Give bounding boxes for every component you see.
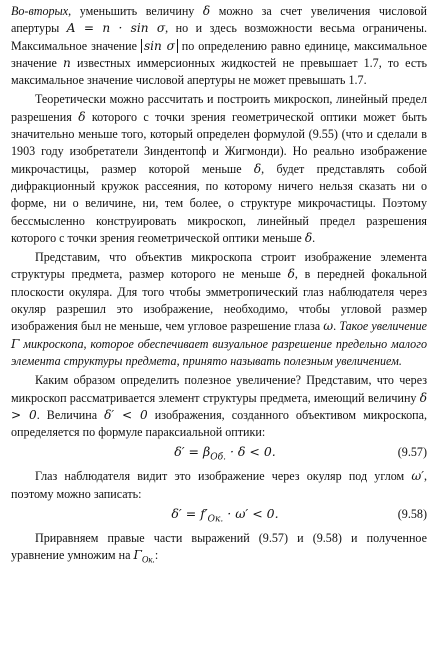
text-segment: по определению равно единице, максимальное значение [11,38,428,70]
text-segment: δ′ < 0 [104,407,148,422]
text-segment: Теоретически можно рассчитать и построить микроскоп, линейный предел разрешения [11,92,427,124]
text-segment: , в передней фокальной плоскости окуляра. Для того чтобы эмметропический глаз наблюдателя через окуляр разрешил это изображение, необходимо, чтобы угловой размер изображения был не меньше, чем угловое разрешение глаза [11,267,427,334]
text-segment: , но и здесь возможности весьма ограничены. Максимальное значение [11,21,427,53]
text-segment: микроскопа, которое обеспечивает визуальное разрешение предельно малого элемента структуры предмета, принято называть полезным увеличением. [11,336,427,368]
text-segment: известных иммерсионных жидкостей не превышает 1.7, то есть максимальное значение числовой апертуры не может превышать 1.7. [11,55,428,88]
text-segment: . Величина [36,407,105,422]
text-segment: которого с точки зрения геометрической оптики может быть значительно меньше того, который определен формулой (9.55) (что и сделали в 1903 году изобретатели Зиндентопф и Жигмонди). Но реально изображение микрочастицы, размер которой меньше [11,109,427,176]
paragraph-resolution-limit [11,91,427,247]
formula-9-57-expression: $\delta' = \beta_{Об.} \cdot \delta < 0$. [174,444,276,463]
text-segment: Представим, что объектив микроскопа строит изображение элемента структуры предмета, размер которого не меньше [11,250,427,282]
text-segment: Приравняем правые части выражений (9.57) и (9.58) и полученное уравнение умножим на [11,531,427,563]
formula-9-58-number: (9.58) [397,507,427,522]
text-segment: Такое увеличение [339,319,427,334]
text-segment: Γ [133,548,142,563]
text-segment: Ок. [141,554,155,565]
text-segment: sin σ [141,39,178,53]
text-segment: δ [202,4,211,18]
text-segment: δ [287,267,295,282]
text-segment: δ [304,230,313,245]
paragraph-eye-angle [11,468,427,503]
text-segment: δ > 0 [11,390,427,422]
text-segment: Каким образом определить полезное увеличение? Представим, что через микроскоп рассматривается элемент структуры предмета, имеющий величину [11,373,427,405]
formula-9-58-expression: $\delta' = f'_{Ок.} \cdot \omega' < 0$. [171,506,279,525]
paragraph-useful-magnification [11,249,427,370]
text-segment: изображения, созданного объективом микроскопа, определяется по формуле параксиальной оптики: [11,407,428,440]
formula-9-57 [11,443,427,465]
paragraph-equate [11,530,427,569]
text-segment: , будет представлять собой дифракционный кружок рассеяния, по которому ничего нельзя сказать ни о форме, ни о величине, ни, тем более, о структуре микрочастицы. Поэтому бессмысленно конструировать микроскоп, линейный предел разрешения которого с точки зрения геометрической оптики меньше [11,161,427,245]
text-segment: Глаз наблюдателя видит это изображение через окуляр под углом [35,469,412,484]
text-segment: Γ [11,336,20,351]
text-segment: n [63,55,71,70]
text-segment: A = n · sin σ [66,21,166,36]
text-segment: , уменьшить величину [68,4,203,18]
text-segment: . [312,230,316,245]
text-segment: δ [253,161,262,176]
text-segment: ω [323,319,334,334]
text-segment: : [154,548,159,563]
formula-9-57-number: (9.57) [397,445,427,460]
paragraph-paraxial-formula [11,372,427,441]
text-segment: ω′ [411,469,424,484]
text-segment: Во-вторых [11,4,69,18]
text-segment: . [333,319,340,334]
text-segment: , поэтому можно записать: [11,469,427,501]
text-segment: можно за счет увеличения числовой апертуры [11,4,427,36]
formula-9-58 [11,505,427,527]
text-segment: δ [78,109,86,124]
paragraph-aperture [11,3,427,89]
